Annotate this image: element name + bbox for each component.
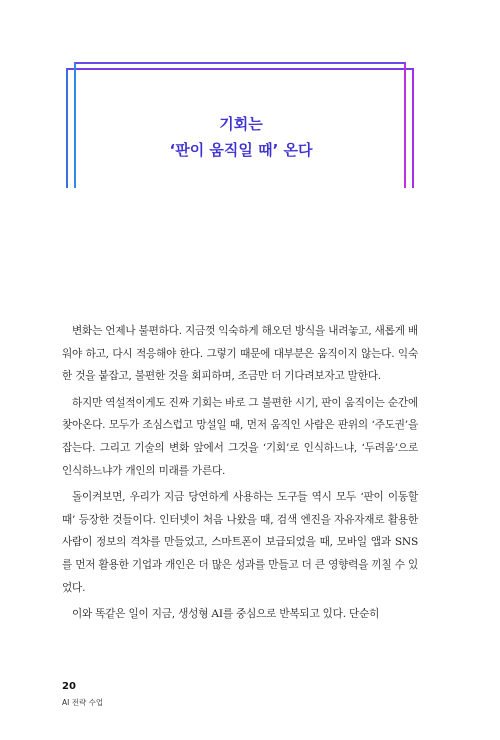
heading-line-1: 기회는 [219, 115, 263, 133]
running-head: AI 전략 수업 [62, 698, 104, 707]
body-text [62, 320, 418, 626]
paragraph: 돌이켜보면, 우리가 지금 당연하게 사용하는 도구들 역시 모두 ‘판이 이동할 때’ 등장한 것들이다. 인터넷이 처음 나왔을 때, 검색 엔진을 자유자재로 활용한 사람이 정보의 격차를 만들었고, 스마트폰이 보급되었을 때, 모바일 앱과 SNS를 먼저 활용한 기업과 개인은 더 많은 성과를 만들고 더 큰 영향력을 끼칠 수 있었다. [62, 491, 418, 594]
paragraph: 변화는 언제나 불편하다. 지금껏 익숙하게 해오던 방식을 내려놓고, 새롭게 배워야 하고, 다시 적응해야 한다. 그렇기 때문에 대부분은 움직이지 않는다. 익숙한 것을 붙잡고, 불편한 것을 회피하며, 조금만 더 기다려보자고 말한다. [62, 325, 418, 383]
heading-line-2: ‘판이 움직일 때’ 온다 [169, 141, 313, 159]
paragraph: 하지만 역설적이게도 진짜 기회는 바로 그 불편한 시기, 판이 움직이는 순간에 찾아온다. 모두가 조심스럽고 망설일 때, 먼저 움직인 사람은 판위의 ‘주도권’을 잡는다. 그리고 기술의 변화 앞에서 그것을 ‘기회’로 인식하느냐, ‘두려움’으로 인식하느냐가 개인의 미래를 가른다. [62, 396, 418, 477]
paragraph: 이와 똑같은 일이 지금, 생성형 AI를 중심으로 반복되고 있다. 단순히 [72, 608, 380, 621]
page-number: 20 [62, 681, 76, 692]
chapter-heading [76, 112, 406, 162]
